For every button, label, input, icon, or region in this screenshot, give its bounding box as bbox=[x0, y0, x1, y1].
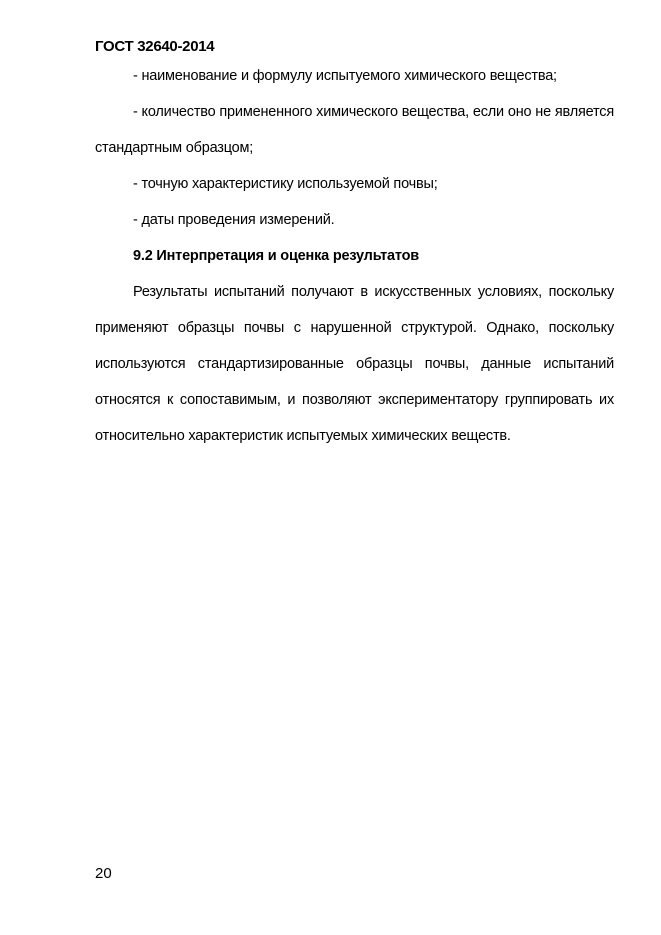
list-item: - количество примененного химического вещества, если оно не является стандартным образцом; bbox=[95, 104, 614, 156]
page-number: 20 bbox=[95, 865, 112, 882]
document-body bbox=[95, 58, 614, 454]
section-paragraph: Результаты испытаний получают в искусственных условиях, поскольку применяют образцы почвы с нарушенной структурой. Однако, поскольку используются стандартизированные образцы почвы, данные испытаний относятся к сопоставимым, и позволяют экспериментатору группировать их относительно характеристик испытуемых химических веществ. bbox=[95, 284, 614, 444]
list-item: - наименование и формулу испытуемого химического вещества; bbox=[133, 68, 557, 84]
list-item: - точную характеристику используемой почвы; bbox=[133, 176, 438, 192]
document-header: ГОСТ 32640-2014 bbox=[95, 38, 215, 55]
list-item: - даты проведения измерений. bbox=[133, 212, 335, 228]
section-heading: 9.2 Интерпретация и оценка результатов bbox=[133, 248, 419, 264]
